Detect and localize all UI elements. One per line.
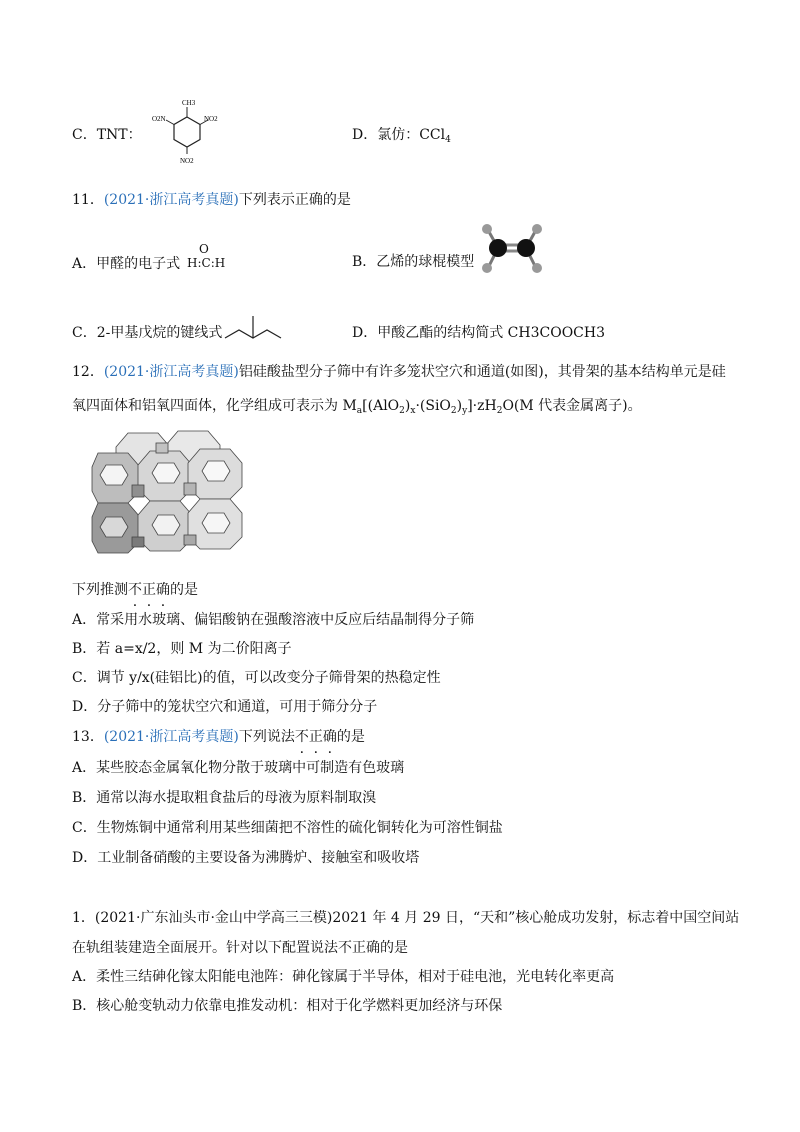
q13-stem-post: 的是 — [336, 729, 365, 745]
formaldehyde-oxygen-line: O — [199, 242, 209, 256]
q12-sub-x: x — [410, 406, 416, 416]
q12-ask-dotted-3: 确 — [156, 582, 170, 598]
q12-sub-2c: 2 — [496, 406, 503, 416]
q13-stem-dotted-1: 不 — [294, 729, 309, 745]
q10-option-d-sub: 4 — [445, 135, 451, 145]
q12-stem-2d: ·(SiO — [415, 398, 451, 414]
methylpentane-skeletal-figure — [222, 312, 286, 342]
q11-number: 11． — [72, 192, 104, 208]
q11-option-c-text: C．2-甲基戊烷的键线式 — [72, 325, 223, 341]
q12-sub-y: y — [462, 406, 468, 416]
q11-option-b — [352, 252, 474, 272]
q13-stem — [72, 727, 365, 747]
tnt-left-nitro-label: O2N — [152, 115, 166, 123]
q12-option-b: B．若 a=x/2，则 M 为二价阳离子 — [72, 641, 292, 657]
q11-option-a-text: A．甲醛的电子式 — [72, 256, 181, 272]
q13-option-b: B．通常以海水提取粗食盐后的母液为原料制取溴 — [72, 790, 377, 806]
q12-ask — [72, 580, 198, 600]
q12-stem-2f: ]·zH — [467, 398, 497, 414]
q12-sub-a: a — [356, 406, 363, 416]
q11-option-b-text: B．乙烯的球棍模型 — [352, 254, 475, 270]
q10-option-d — [352, 125, 451, 150]
tnt-bottom-nitro-label: NO2 — [180, 157, 194, 165]
q12-option-c: C．调节 y/x(硅铝比)的值，可以改变分子筛骨架的热稳定性 — [72, 670, 441, 686]
q12-ask-pre: 下列推测 — [72, 582, 128, 598]
q1-option-b: B．核心舱变轨动力依靠电推发动机：相对于化学燃料更加经济与环保 — [72, 998, 503, 1014]
q11-source-link[interactable]: (2021·浙江高考真题) — [103, 192, 239, 208]
q13-option-d: D．工业制备硝酸的主要设备为沸腾炉、接触室和吸收塔 — [72, 850, 420, 866]
q12-stem-2e: ) — [456, 398, 463, 414]
q13-stem-dotted-3: 确 — [322, 729, 337, 745]
formaldehyde-electron-formula — [187, 242, 225, 270]
q12-stem-2b: [(AlO — [362, 398, 400, 414]
q10-option-d-text: D．氯仿：CCl — [352, 127, 446, 143]
q13-stem-pre: 下列说法 — [238, 729, 295, 745]
q13-option-c: C．生物炼铜中通常利用某些细菌把不溶性的硫化铜转化为可溶性铜盐 — [72, 820, 503, 836]
q12-ask-dotted-1: 不 — [128, 582, 142, 598]
tnt-right-nitro-label: NO2 — [204, 115, 218, 123]
q11-option-a — [72, 254, 180, 274]
ethylene-ball-stick-figure — [476, 222, 548, 274]
q12-ask-dotted-2: 正 — [142, 582, 156, 598]
q12-source-link[interactable]: (2021·浙江高考真题) — [103, 364, 239, 380]
tnt-structure-figure — [152, 95, 222, 167]
formaldehyde-hch-line: H:C:H — [187, 256, 226, 270]
q12-stem-2a: 氧四面体和铝氧四面体，化学组成可表示为 M — [72, 398, 357, 414]
q13-source-link[interactable]: (2021·浙江高考真题) — [103, 729, 239, 745]
q13-stem-dotted-2: 正 — [308, 729, 323, 745]
q11-option-d-text: D．甲酸乙酯的结构简式 CH3COOCH3 — [352, 325, 605, 341]
q1-option-a: A．柔性三结砷化镓太阳能电池阵：砷化镓属于半导体，相对于硅电池，光电转化率更高 — [72, 969, 615, 985]
q12-ask-post: 的是 — [170, 582, 198, 598]
q12-sub-2b: 2 — [450, 406, 457, 416]
q12-stem-2c: ) — [404, 398, 411, 414]
q12-option-d: D．分子筛中的笼状空穴和通道，可用于筛分分子 — [72, 699, 378, 715]
zeolite-framework-figure — [88, 425, 248, 565]
q10-option-c — [72, 125, 142, 145]
q12-stem-line1 — [72, 362, 726, 382]
tnt-methyl-label: CH3 — [182, 99, 196, 107]
q11-stem — [72, 190, 351, 210]
q1-stem-line2: 在轨组装建造全面展开。针对以下配置说法不正确的是 — [72, 940, 408, 956]
q11-option-d — [352, 323, 605, 343]
q12-stem-2g: O(M 代表金属离子)。 — [502, 398, 642, 414]
q12-option-a: A．常采用水玻璃、偏铝酸钠在强酸溶液中反应后结晶制得分子筛 — [72, 612, 475, 628]
q13-number: 13． — [72, 729, 104, 745]
q10-option-c-label: C．TNT： — [72, 127, 142, 143]
q13-option-a: A．某些胶态金属氧化物分散于玻璃中可制造有色玻璃 — [72, 760, 405, 776]
q12-stem-text-1: 铝硅酸盐型分子筛中有许多笼状空穴和通道(如图)，其骨架的基本结构单元是硅 — [238, 364, 726, 380]
q12-number: 12． — [72, 364, 104, 380]
q11-option-c — [72, 323, 222, 343]
q11-stem-text: 下列表示正确的是 — [238, 192, 351, 208]
q12-sub-2: 2 — [399, 406, 405, 416]
q1-stem-line1: 1．(2021·广东汕头市·金山中学高三三模)2021 年 4 月 29 日，“天和”核心舱成功发射，标志着中国空间站 — [72, 910, 740, 926]
q12-stem-line2 — [72, 396, 642, 421]
